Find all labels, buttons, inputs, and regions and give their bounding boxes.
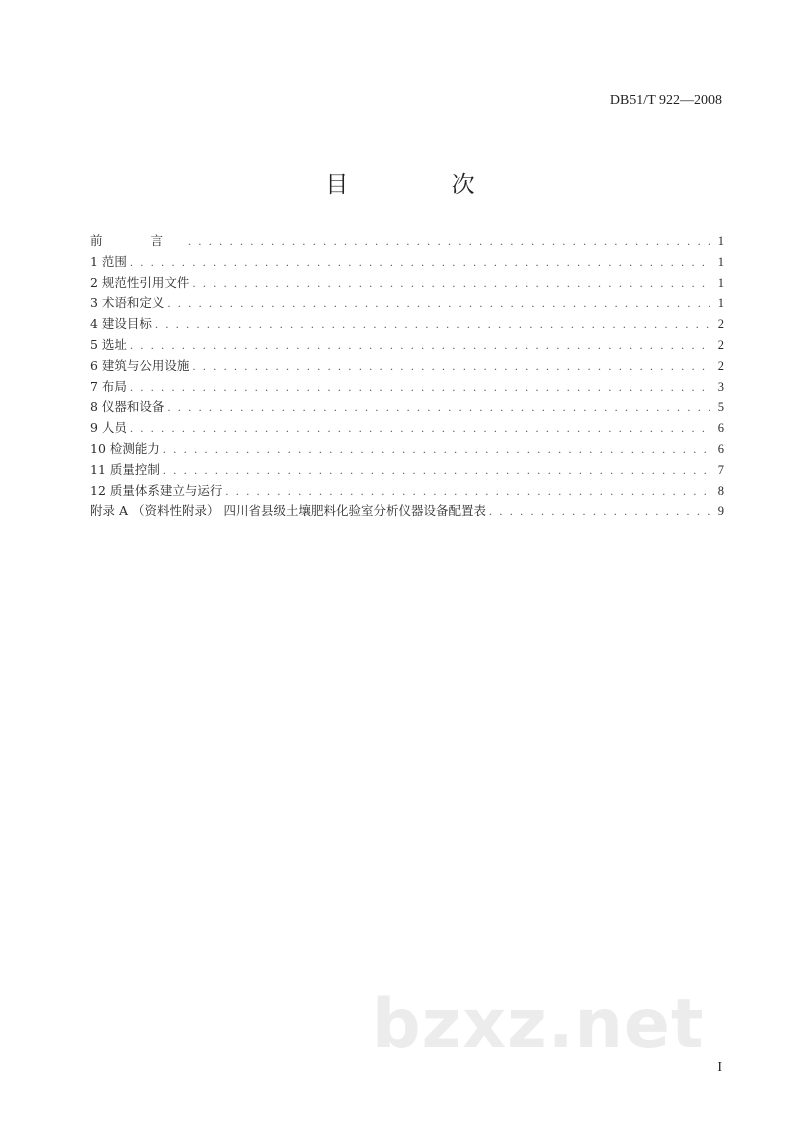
toc-entry-label: 10 检测能力 [90,440,160,456]
toc-entry-page: 1 [717,254,724,269]
toc-entry-page: 2 [717,337,724,352]
toc-entry-foreword[interactable] [90,231,724,252]
toc-entry-label: 8 仪器和设备 [90,399,165,415]
toc-entry-appendix-a[interactable] [90,501,724,522]
toc-entry-label: 2 规范性引用文件 [90,274,190,290]
toc-entry-page: 2 [717,317,724,332]
toc-entry-page: 2 [717,358,724,373]
toc-entry-layout[interactable] [90,377,724,398]
toc-entry-page: 1 [717,275,724,290]
toc-leader-dots [163,439,710,460]
toc-entry-instruments-equipment[interactable] [90,397,724,418]
watermark: bzxz.net [372,985,705,1064]
toc-entry-personnel[interactable] [90,418,724,439]
toc-entry-buildings-utilities[interactable] [90,356,724,377]
toc-entry-label: 11 质量控制 [90,461,160,477]
toc-entry-page: 9 [717,504,724,519]
toc-entry-page: 1 [717,296,724,311]
toc-entry-testing-capability[interactable] [90,439,724,460]
toc-leader-dots [188,231,710,252]
toc-entry-label: 7 布局 [90,378,127,394]
toc-leader-dots [130,252,710,273]
toc-entry-page: 1 [717,234,724,248]
toc-entry-page: 6 [717,441,724,456]
toc-leader-dots [225,481,710,502]
toc-entry-page: 8 [717,483,724,498]
toc-leader-dots [130,377,710,398]
toc-entry-terms-definitions[interactable] [90,293,724,314]
toc-entry-quality-system[interactable] [90,481,724,502]
toc-entry-label: 3 术语和定义 [90,295,165,311]
page-title: 目 次 [325,172,523,198]
toc-entry-label: 附录 A （资料性附录） 四川省县级土壤肥料化验室分析仪器设备配置表 [90,503,486,519]
toc-entry-label: 6 建筑与公用设施 [90,357,190,373]
toc-leader-dots [192,273,710,294]
table-of-contents [90,231,724,522]
toc-entry-page: 7 [717,462,724,477]
toc-entry-label: 12 质量体系建立与运行 [90,482,223,498]
toc-entry-scope[interactable] [90,252,724,273]
toc-entry-page: 6 [717,421,724,436]
toc-entry-label: 1 范围 [90,253,127,269]
toc-entry-normative-references[interactable] [90,273,724,294]
toc-leader-dots [167,397,710,418]
toc-entry-quality-control[interactable] [90,460,724,481]
toc-entry-label: 9 人员 [90,420,127,436]
toc-leader-dots [192,356,710,377]
toc-entry-page: 3 [717,379,724,394]
toc-leader-dots [167,293,710,314]
toc-leader-dots [130,335,710,356]
toc-leader-dots [163,460,710,481]
toc-entry-page: 5 [717,400,724,415]
toc-leader-dots [155,314,710,335]
toc-entry-label: 5 选址 [90,336,127,352]
page-number: I [717,1060,722,1075]
toc-entry-label: 前 言 [90,233,185,248]
standard-code: DB51/T 922—2008 [609,93,722,108]
toc-entry-construction-goals[interactable] [90,314,724,335]
toc-entry-label: 4 建设目标 [90,316,152,332]
toc-leader-dots [130,418,710,439]
toc-leader-dots [489,501,710,522]
toc-entry-site-selection[interactable] [90,335,724,356]
